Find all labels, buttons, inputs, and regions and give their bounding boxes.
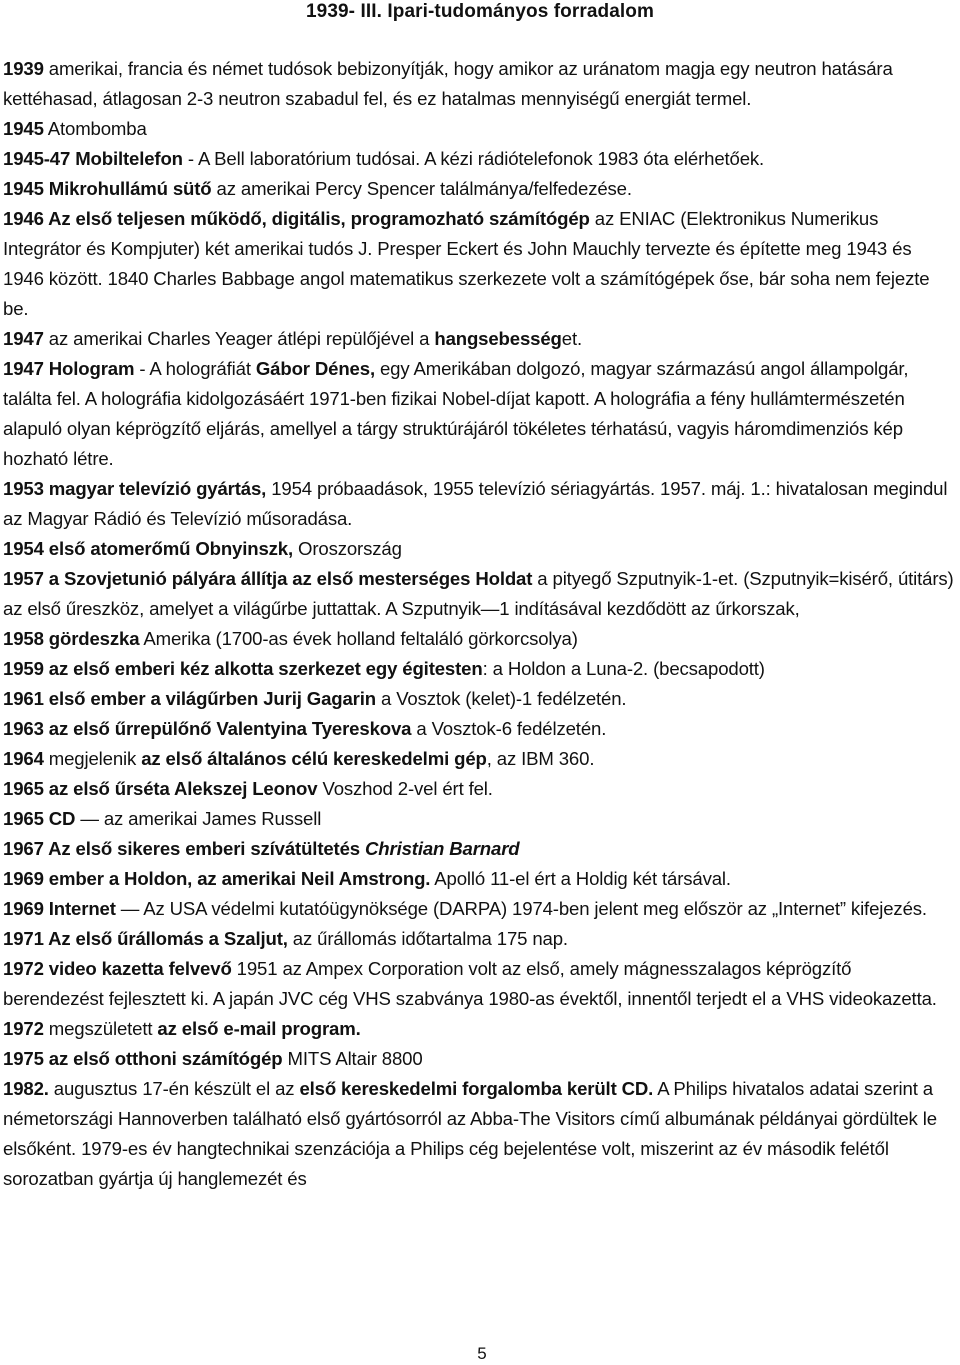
entry-highlight: 1947 Hologram xyxy=(3,358,135,379)
entry-text: augusztus 17-én készült el az xyxy=(48,1078,300,1099)
entry-highlight: 1963 az első űrrepülőnő Valentyina Tyereskova xyxy=(3,718,412,739)
entry-text: amerikai, francia és német tudósok bebizonyítják, hogy amikor az uránatom magja egy neutron hatására kettéhasad, átlagosan 2-3 neutron szabadul fel, és ez hatalmas mennyiségű energiát termel. xyxy=(3,58,893,109)
entry-1945-47-mobiltelefon xyxy=(3,144,955,174)
entry-highlight: 1972 video kazetta felvevő xyxy=(3,958,232,979)
entry-text: Apolló 11-el ért a Holdig két társával. xyxy=(430,868,731,889)
entry-text: 1951 az Ampex Corporation volt az első, amely mágnesszalagos képrögzítő berendezést fejlesztett ki. A japán JVC cég VHS szabványa 1980-as évektől, innentől terjedt el a VHS videokazetta. xyxy=(3,958,937,1009)
entry-highlight: 1972 xyxy=(3,1018,44,1039)
page-number: 5 xyxy=(477,1344,487,1363)
entry-highlight: 1959 az első emberi kéz alkotta szerkezet egy égitesten xyxy=(3,658,483,679)
entry-1957-szputnyik xyxy=(3,564,955,624)
entry-1965-urseta xyxy=(3,774,955,804)
entry-text: Voszhod 2-vel ért fel. xyxy=(317,778,493,799)
entry-1958-gordeszka xyxy=(3,624,955,654)
entry-highlight: Christian Barnard xyxy=(365,838,520,859)
entry-highlight: 1969 Internet xyxy=(3,898,116,919)
entry-1971-szaljut xyxy=(3,924,955,954)
entry-text: — Az USA védelmi kutatóügynöksége (DARPA) 1974-ben jelent meg először az „Internet” kifejezés. xyxy=(115,898,927,919)
entry-highlight: az első e-mail program. xyxy=(157,1018,361,1039)
entry-highlight: 1954 első atomerőmű Obnyinszk, xyxy=(3,538,294,559)
entry-highlight: 1957 a Szovjetunió pályára állítja az első mesterséges Holdat xyxy=(3,568,533,589)
entry-1954-atomeromu xyxy=(3,534,955,564)
entry-highlight: 1939 xyxy=(3,58,44,79)
entry-highlight: 1975 az első otthoni számítógép xyxy=(3,1048,283,1069)
entry-1965-cd xyxy=(3,804,955,834)
entry-text: Atombomba xyxy=(43,118,147,139)
entry-1947-hologram xyxy=(3,354,955,474)
entry-text: et. xyxy=(561,328,582,349)
entry-text: Amerika (1700-as évek holland feltaláló görkorcsolya) xyxy=(139,628,578,649)
entry-1959-luna-2 xyxy=(3,654,955,684)
entry-text: MITS Altair 8800 xyxy=(282,1048,423,1069)
entry-1953-televizio xyxy=(3,474,955,534)
entry-text: az amerikai Charles Yeager átlépi repülőjével a xyxy=(43,328,435,349)
entry-highlight: az első általános célú kereskedelmi gép xyxy=(141,748,487,769)
entry-highlight: 1967 Az első sikeres emberi szívátültetés xyxy=(3,838,365,859)
entry-text: az ENIAC (Elektronikus Numerikus Integrátor és Kompjuter) két amerikai tudós J. Presper Eckert és John Mauchly tervezte és építette meg 1943 és 1946 között. 1840 Charles Babbage angol matematikus szerkezete volt a számítógépek őse, bár soha nem fejezte be. xyxy=(3,208,930,319)
entry-highlight: 1945 Mikrohullámú sütő xyxy=(3,178,212,199)
entry-1947-yeager xyxy=(3,324,955,354)
entry-1961-gagarin xyxy=(3,684,955,714)
entry-text: a Vosztok (kelet)-1 fedélzetén. xyxy=(375,688,627,709)
entry-1969-holdraszallas xyxy=(3,864,955,894)
entry-1939-uranium xyxy=(3,54,955,114)
entry-1969-internet xyxy=(3,894,955,924)
entry-text: A Philips hivatalos adatai szerint a németországi Hannoverben található első gyártósorról az Abba-The Visitors című albumának példányai gördültek le elsőként. 1979-es év hangtechnikai szenzációja a Philips cég bejelentése volt, miszerint az év második felétől sorozatban gyártja új hanglemezét és xyxy=(3,1078,937,1189)
entry-highlight: 1982. xyxy=(3,1078,49,1099)
entry-1975-mits-altair xyxy=(3,1044,955,1074)
entry-highlight: 1958 gördeszka xyxy=(3,628,140,649)
timeline-entries xyxy=(3,54,955,1194)
entry-1967-szivatultetes xyxy=(3,834,955,864)
entry-text: 1954 próbaadások, 1955 televízió sériagyártás. 1957. máj. 1.: hivatalosan megindul az Magyar Rádió és Televízió műsoradása. xyxy=(3,478,948,529)
entry-1972-video xyxy=(3,954,955,1014)
entry-highlight: 1965 CD xyxy=(3,808,76,829)
entry-text: a Vosztok-6 fedélzetén. xyxy=(411,718,607,739)
entry-highlight: 1971 Az első űrállomás a Szaljut, xyxy=(3,928,288,949)
entry-text: - A Bell laboratórium tudósai. A kézi rádiótelefonok 1983 óta elérhetőek. xyxy=(182,148,765,169)
page-title: 1939- III. Ipari-tudományos forradalom xyxy=(306,1,654,22)
entry-1945-atombomba xyxy=(3,114,955,144)
entry-highlight: 1961 első ember a világűrben Jurij Gagarin xyxy=(3,688,376,709)
entry-1972-email xyxy=(3,1014,955,1044)
entry-text: a pityegő Szputnyik-1-et. (Szputnyik=kisérő, útitárs) az első űreszköz, amelyet a világűrbe juttattak. A Szputnyik—1 indításával kezdődött az űrkorszak, xyxy=(3,568,954,619)
entry-highlight: 1965 az első űrséta Alekszej Leonov xyxy=(3,778,318,799)
entry-text: egy Amerikában dolgozó, magyar származású angol állampolgár, találta fel. A holográfia kidolgozásáért 1971-ben fizikai Nobel-díjat kapott. A holográfia a fény hullámtermészetén alapuló olyan képrögzítő eljárás, amellyel a tárgy struktúrájáról tökéletes térhatású, vagyis háromdimenziós kép hozható létre. xyxy=(3,358,909,469)
entry-highlight: 1953 magyar televízió gyártás, xyxy=(3,478,267,499)
entry-text: megjelenik xyxy=(43,748,142,769)
entry-highlight: 1947 xyxy=(3,328,44,349)
entry-text: — az amerikai James Russell xyxy=(75,808,322,829)
entry-text: az amerikai Percy Spencer találmánya/felfedezése. xyxy=(211,178,632,199)
entry-1964-ibm-360 xyxy=(3,744,955,774)
entry-text: megszületett xyxy=(43,1018,158,1039)
entry-highlight: 1964 xyxy=(3,748,44,769)
entry-highlight: hangsebesség xyxy=(434,328,562,349)
entry-highlight: 1945 xyxy=(3,118,44,139)
entry-text: Oroszország xyxy=(293,538,402,559)
entry-1945-mikrohullamu-suto xyxy=(3,174,955,204)
entry-1946-eniac xyxy=(3,204,955,324)
entry-highlight: 1946 Az első teljesen működő, digitális, programozható számítógép xyxy=(3,208,590,229)
entry-highlight: 1945-47 Mobiltelefon xyxy=(3,148,183,169)
entry-highlight: 1969 ember a Holdon, az amerikai Neil Amstrong. xyxy=(3,868,431,889)
entry-text: az űrállomás időtartalma 175 nap. xyxy=(287,928,568,949)
entry-highlight: első kereskedelmi forgalomba került CD. xyxy=(299,1078,654,1099)
entry-text: - A holográfiát xyxy=(134,358,256,379)
entry-1963-tyereskova xyxy=(3,714,955,744)
entry-text: , az IBM 360. xyxy=(486,748,595,769)
entry-text: : a Holdon a Luna-2. (becsapodott) xyxy=(482,658,765,679)
entry-highlight: Gábor Dénes, xyxy=(255,358,375,379)
entry-1982-cd xyxy=(3,1074,955,1194)
